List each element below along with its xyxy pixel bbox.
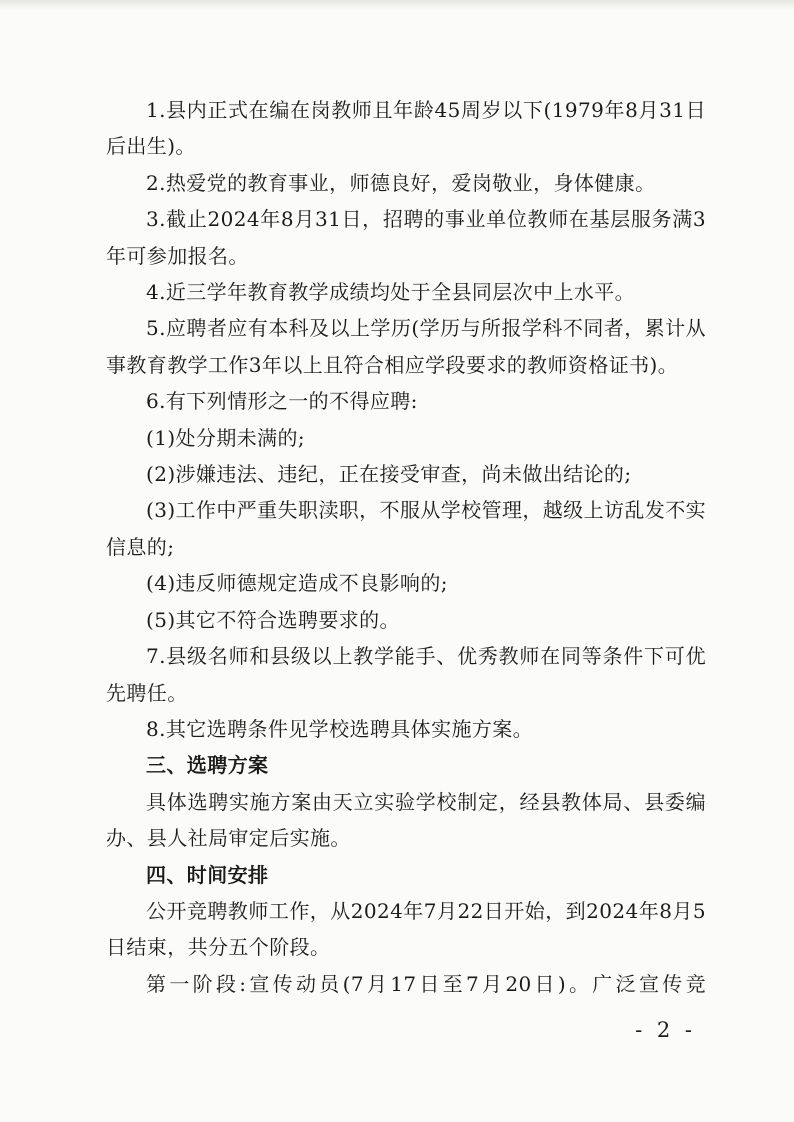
exclusion-4: (4)违反师德规定造成不良影响的;	[146, 571, 448, 596]
scan-top-edge	[0, 0, 794, 10]
exclusion-2: (2)涉嫌违法、违纪，正在接受审查，尚未做出结论的;	[146, 462, 632, 487]
condition-3: 3.截止2024年8月31日，招聘的事业单位教师在基层服务满3年可参加报名。	[106, 207, 706, 268]
condition-4: 4.近三学年教育教学成绩均处于全县同层次中上水平。	[146, 280, 636, 305]
exclusion-1: (1)处分期未满的;	[146, 425, 306, 450]
condition-7: 7.县级名师和县级以上教学能手、优秀教师在同等条件下可优先聘任。	[106, 644, 706, 705]
condition-5: 5.应聘者应有本科及以上学历(学历与所报学科不同者，累计从事教育教学工作3年以上且符合相应学段要求的教师资格证书)。	[106, 316, 706, 377]
section-heading-3: 三、选聘方案	[146, 753, 269, 778]
condition-8: 8.其它选聘条件见学校选聘具体实施方案。	[146, 716, 534, 741]
condition-6: 6.有下列情形之一的不得应聘:	[146, 389, 418, 414]
exclusion-3: (3)工作中严重失职渎职，不服从学校管理，越级上访乱发不实信息的;	[106, 498, 706, 559]
exclusion-5: (5)其它不符合选聘要求的。	[146, 607, 400, 632]
page-number: - 2 -	[635, 1018, 696, 1042]
section-heading-4: 四、时间安排	[146, 862, 269, 887]
plan-paragraph: 具体选聘实施方案由天立实验学校制定，经县教体局、县委编办、县人社局审定后实施。	[106, 789, 706, 851]
stage-1-paragraph: 第一阶段:宣传动员(7月17日至7月20日)。广泛宣传竞	[146, 971, 706, 996]
condition-1: 1.县内正式在编在岗教师且年龄45周岁以下(1979年8月31日后出生)。	[106, 98, 706, 159]
document-body	[106, 92, 706, 1002]
schedule-paragraph: 公开竞聘教师工作，从2024年7月22日开始，到2024年8月5日结束，共分五个阶段。	[106, 898, 706, 960]
condition-2: 2.热爱党的教育事业，师德良好，爱岗敬业，身体健康。	[146, 170, 656, 195]
